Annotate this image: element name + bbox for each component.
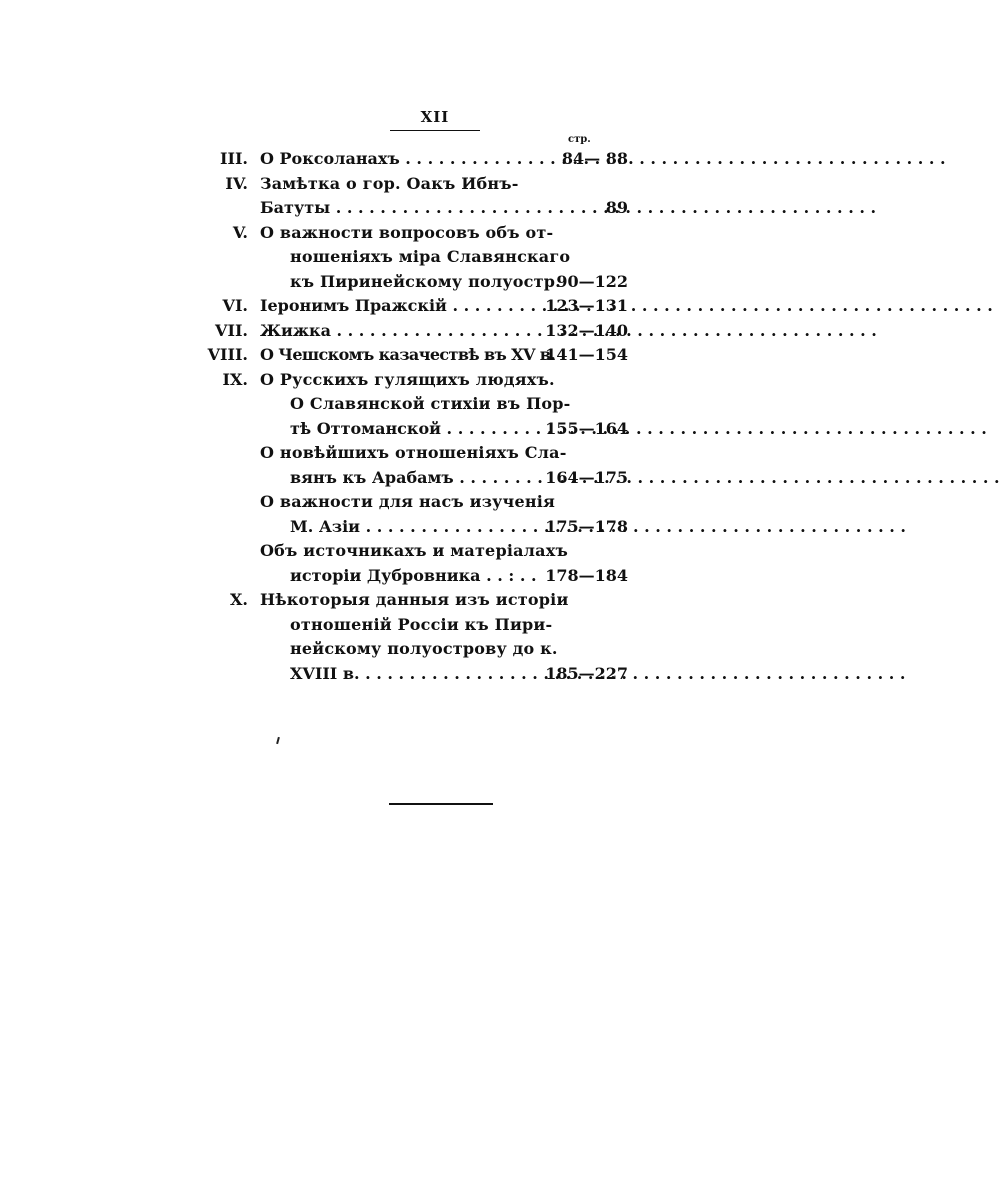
toc-subentry-arabs-cont: [0, 466, 840, 491]
chapter-title-cont: нейскому полуострову до к.: [290, 639, 558, 658]
toc-entry-iv-cont: [0, 196, 840, 221]
page-range: 123—131: [545, 296, 628, 315]
toc-entry-iii: [0, 147, 840, 172]
chapter-title: О Роксоланахъ . . .: [260, 147, 526, 172]
chapter-title-cont: Батуты . . .: [260, 196, 526, 221]
chapter-title-cont: отношеній Россіи къ Пири-: [290, 614, 553, 634]
pages-column-label: стр.: [568, 134, 591, 145]
page-range: 155—164: [545, 418, 628, 438]
subentry-title: О Славянской стихіи въ Пор-: [290, 394, 571, 413]
toc-entry-x-cont: [0, 613, 840, 638]
toc-entry-iv: [0, 172, 840, 197]
chapter-number: VII.: [215, 320, 248, 340]
page-range: 178—184: [545, 565, 628, 585]
chapter-title-cont: ношеніяхъ міра Славянскаго: [290, 247, 571, 266]
page-range: 132—140: [545, 320, 628, 340]
page-range: 90—122: [556, 271, 628, 291]
toc-entry-v-cont: [0, 270, 840, 295]
chapter-title: Жижка . . .: [260, 319, 526, 344]
toc-subentry-asia: [0, 490, 840, 515]
page-range: 141—154: [545, 345, 628, 364]
toc-subentry-asia-cont: [0, 515, 840, 540]
page-range: 89: [605, 198, 628, 217]
chapter-title: О Русскихъ гулящихъ людяхъ.: [260, 369, 555, 389]
chapter-number: VI.: [222, 296, 248, 315]
chapter-title: Замѣтка о гор. Оакъ Ибнъ-: [260, 173, 519, 193]
toc-subentry-ottoman-cont: [0, 417, 840, 442]
page-number: XII: [420, 108, 450, 126]
toc-subentry-arabs: [0, 441, 840, 466]
toc-entry-vii: [0, 319, 840, 344]
toc-entry-x-cont: [0, 662, 840, 687]
ink-speck: [276, 737, 280, 744]
page-range: 185—227: [545, 663, 628, 683]
page-range: 84— 88: [561, 149, 628, 168]
toc-subentry-ottoman: [0, 392, 840, 417]
chapter-title-cont: къ Пиринейскому полуостр.: [290, 271, 561, 291]
toc-entry-viii: [0, 343, 840, 368]
header-rule: [390, 130, 480, 131]
chapter-number: III.: [219, 149, 248, 168]
chapter-title-cont: XVIII в. . . .: [290, 662, 526, 687]
table-of-contents: [0, 147, 840, 686]
chapter-title: О Чешскомъ казачествѣ въ XV в.: [260, 345, 556, 364]
toc-entry-x-cont: [0, 637, 840, 662]
subentry-title: О новѣйшихъ отношеніяхъ Сла-: [260, 443, 567, 462]
chapter-number: IV.: [225, 173, 248, 193]
toc-entry-v-cont: [0, 245, 840, 270]
subentry-title-cont: вянъ къ Арабамъ . . .: [290, 466, 526, 491]
chapter-number: VIII.: [207, 345, 248, 364]
chapter-number: IX.: [222, 369, 248, 389]
page-range: 164—175: [545, 467, 628, 487]
subentry-title-cont: М. Азіи . . .: [290, 515, 526, 540]
subentry-title: Объ источникахъ и матеріалахъ: [260, 541, 568, 560]
toc-entry-x: [0, 588, 840, 613]
toc-subentry-dubrovnik-cont: [0, 564, 840, 589]
chapter-number: X.: [230, 590, 248, 609]
chapter-number: V.: [232, 222, 248, 242]
toc-entry-ix: [0, 368, 840, 393]
subentry-title: О важности для насъ изученія: [260, 492, 556, 511]
subentry-title-cont: исторіи Дубровника . . : . .: [290, 565, 537, 585]
toc-entry-v: [0, 221, 840, 246]
chapter-title: Іеронимъ Пражскій . . .: [260, 294, 526, 319]
chapter-title: О важности вопросовъ объ от-: [260, 222, 554, 242]
closing-rule: [389, 803, 493, 805]
page-range: 175—178: [545, 516, 628, 536]
subentry-title-cont: тѣ Оттоманской . . .: [290, 417, 526, 442]
chapter-title: Нѣкоторыя данныя изъ исторіи: [260, 590, 569, 609]
toc-entry-vi: [0, 294, 840, 319]
toc-subentry-dubrovnik: [0, 539, 840, 564]
